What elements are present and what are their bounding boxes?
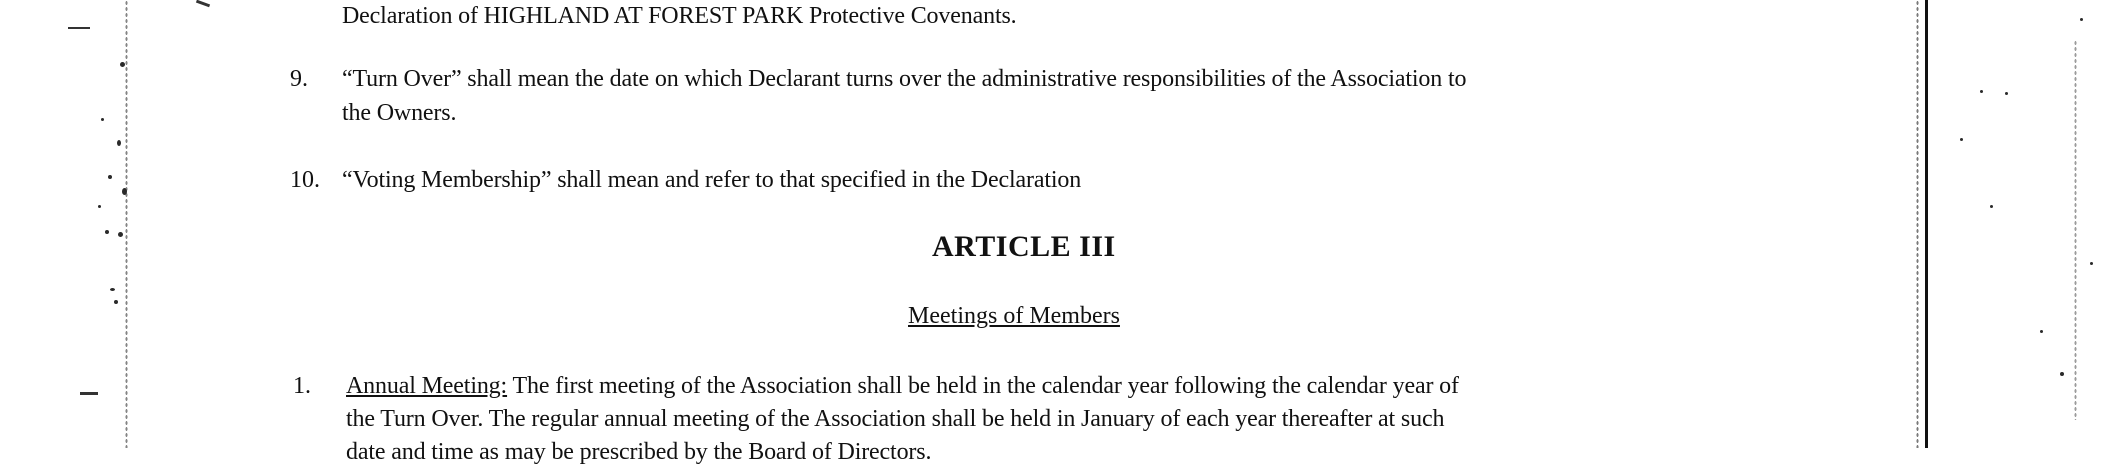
margin-mark: [68, 27, 90, 29]
scan-artifact: [101, 118, 104, 121]
scan-artifact: [2005, 92, 2008, 95]
scan-artifact: [110, 288, 115, 291]
item-9-line-2: the Owners.: [342, 100, 457, 126]
text-line-top: Declaration of HIGHLAND AT FOREST PARK Protective Covenants.: [342, 3, 1017, 29]
scan-artifact: [2080, 18, 2083, 21]
para-1-line-1: [346, 370, 1459, 403]
margin-mark: [80, 392, 98, 395]
scan-artifact: [105, 230, 109, 234]
scan-artifact: [114, 300, 118, 304]
item-number-9: 9.: [290, 66, 308, 92]
item-number-10: 10.: [290, 167, 320, 193]
para-1-line-2: the Turn Over. The regular annual meeting of the Association shall be held in January of each year thereafter at such: [346, 406, 1445, 432]
para-1-line-3: date and time as may be prescribed by the Board of Directors.: [346, 439, 932, 465]
scan-artifact: [118, 232, 123, 237]
page-edge-line: [1925, 0, 1928, 448]
scan-artifact: [108, 175, 112, 179]
scan-artifact: [2040, 330, 2043, 333]
item-10-line-1: “Voting Membership” shall mean and refer to that specified in the Declaration: [342, 167, 1082, 193]
scan-artifact: [98, 205, 101, 208]
scan-artifact: [2074, 40, 2077, 420]
scan-artifact: [122, 188, 127, 195]
scan-artifact: [2090, 262, 2093, 265]
scan-artifact: [196, 0, 210, 7]
para-number-1: 1.: [293, 373, 311, 399]
scan-artifact: [1980, 90, 1983, 93]
scan-artifact: [1960, 138, 1963, 141]
section-title: Meetings of Members: [908, 303, 1120, 329]
scan-artifact: [125, 0, 128, 448]
annual-meeting-label: Annual Meeting:: [346, 373, 508, 399]
article-heading: ARTICLE III: [932, 230, 1116, 263]
para-1-line-1-text: The first meeting of the Association shall be held in the calendar year following the calendar year of: [507, 373, 1459, 399]
item-9-line-1: “Turn Over” shall mean the date on which Declarant turns over the administrative responsibilities of the Association to: [342, 66, 1467, 92]
scan-artifact: [1916, 0, 1919, 448]
scan-artifact: [1990, 205, 1993, 208]
scan-artifact: [120, 62, 125, 67]
scan-artifact: [117, 140, 121, 146]
scan-artifact: [2060, 372, 2064, 376]
